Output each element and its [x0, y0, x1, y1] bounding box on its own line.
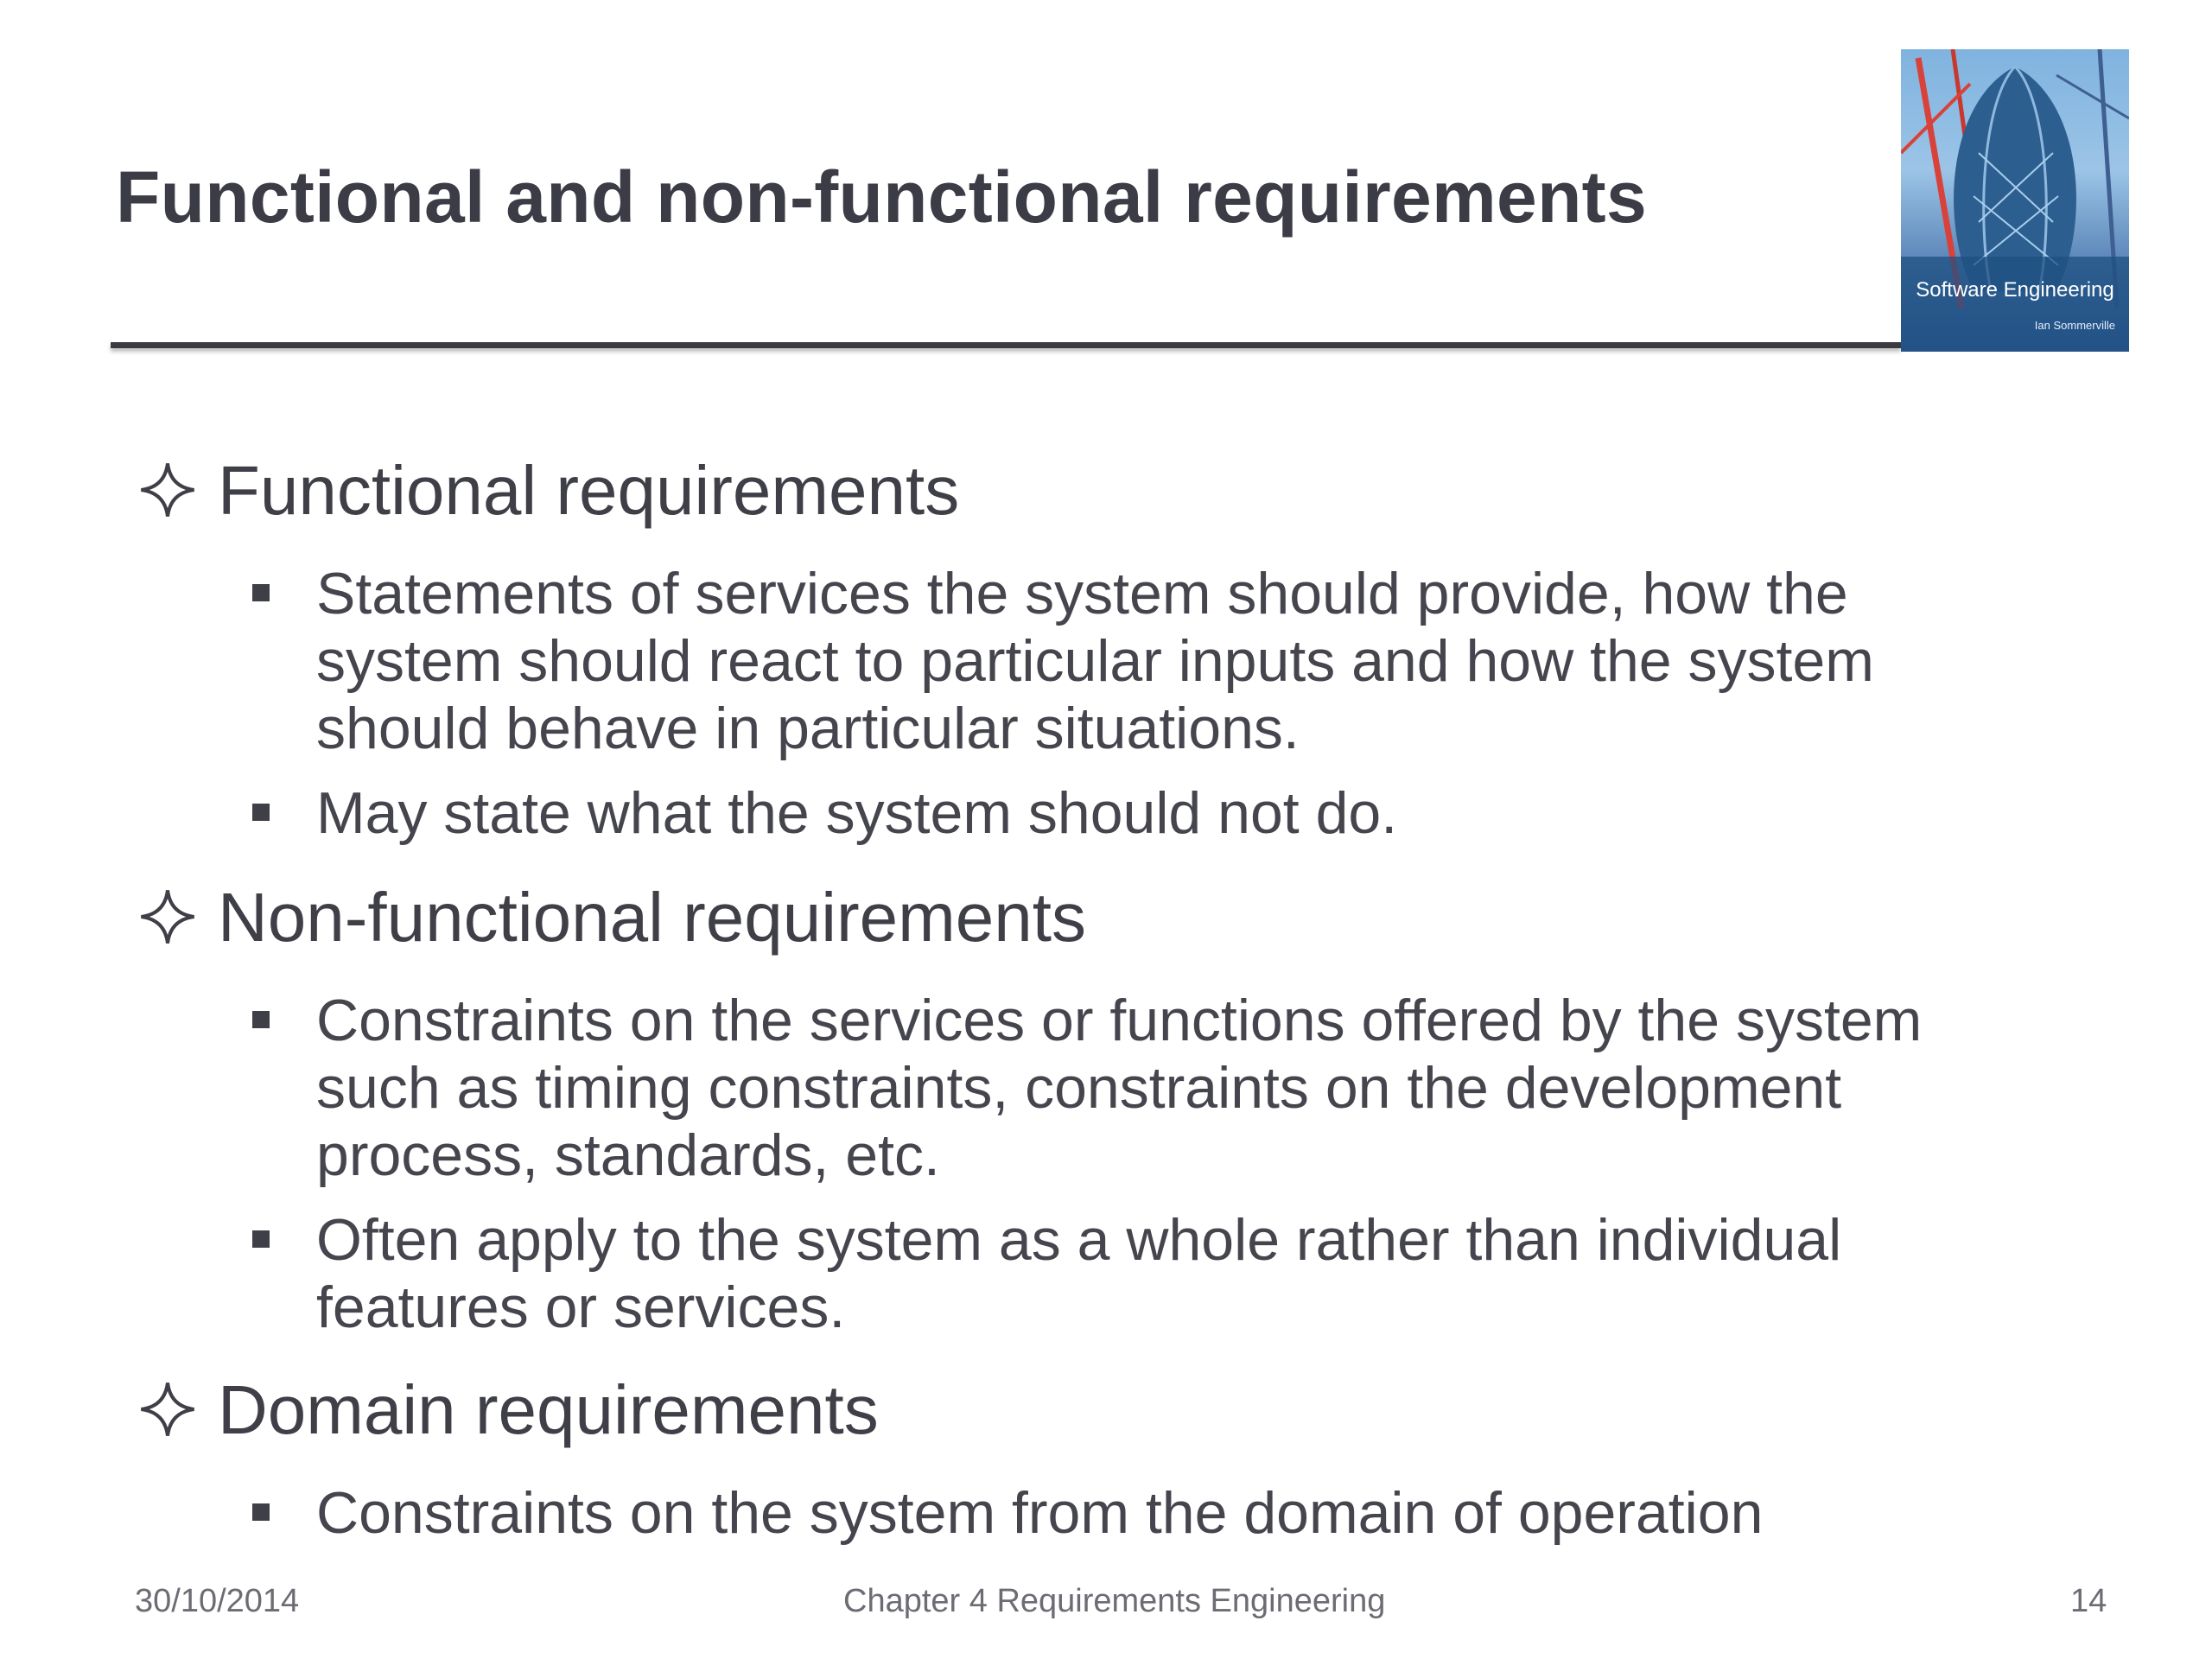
building-illustration [1901, 49, 2129, 352]
cover-title: Software Engineering [1916, 278, 2114, 302]
section-heading-functional [138, 452, 960, 529]
bullet-text: Constraints on the services or functions offered by the system such as timing constraints, constraints on the development process, standards, etc. [316, 988, 1923, 1188]
footer-chapter: Chapter 4 Requirements Engineering [843, 1583, 1386, 1619]
section-heading-label: Domain requirements [218, 1371, 879, 1448]
bullet-text: May state what the system should not do. [316, 780, 1398, 846]
section-heading-non-functional [138, 879, 1086, 956]
footer-page-number: 14 [2070, 1583, 2107, 1619]
bullet-text: Constraints on the system from the domain of operation [316, 1480, 1764, 1546]
square-bullet-icon [252, 584, 270, 601]
footer-date: 30/10/2014 [135, 1583, 300, 1619]
bullet-text: Often apply to the system as a whole rather than individual features or services. [316, 1207, 1842, 1340]
four-point-star-bullet-icon [138, 461, 197, 519]
slide-title: Functional and non-functional requirements [116, 156, 1647, 238]
square-bullet-icon [252, 1011, 270, 1028]
four-point-star-bullet-icon [138, 1380, 197, 1439]
square-bullet-icon [252, 1230, 270, 1248]
square-bullet-icon [252, 804, 270, 821]
section-heading-domain [138, 1371, 879, 1448]
bullet-text: Statements of services the system should provide, how the system should react to particular inputs and how the system should behave in particular situations. [316, 561, 1874, 761]
book-cover-image [1901, 49, 2129, 352]
cover-author: Ian Sommerville [2034, 319, 2115, 332]
square-bullet-icon [252, 1503, 270, 1521]
four-point-star-bullet-icon [138, 887, 197, 946]
section-heading-label: Non-functional requirements [218, 879, 1086, 956]
title-divider [111, 342, 1901, 348]
section-heading-label: Functional requirements [218, 452, 960, 529]
